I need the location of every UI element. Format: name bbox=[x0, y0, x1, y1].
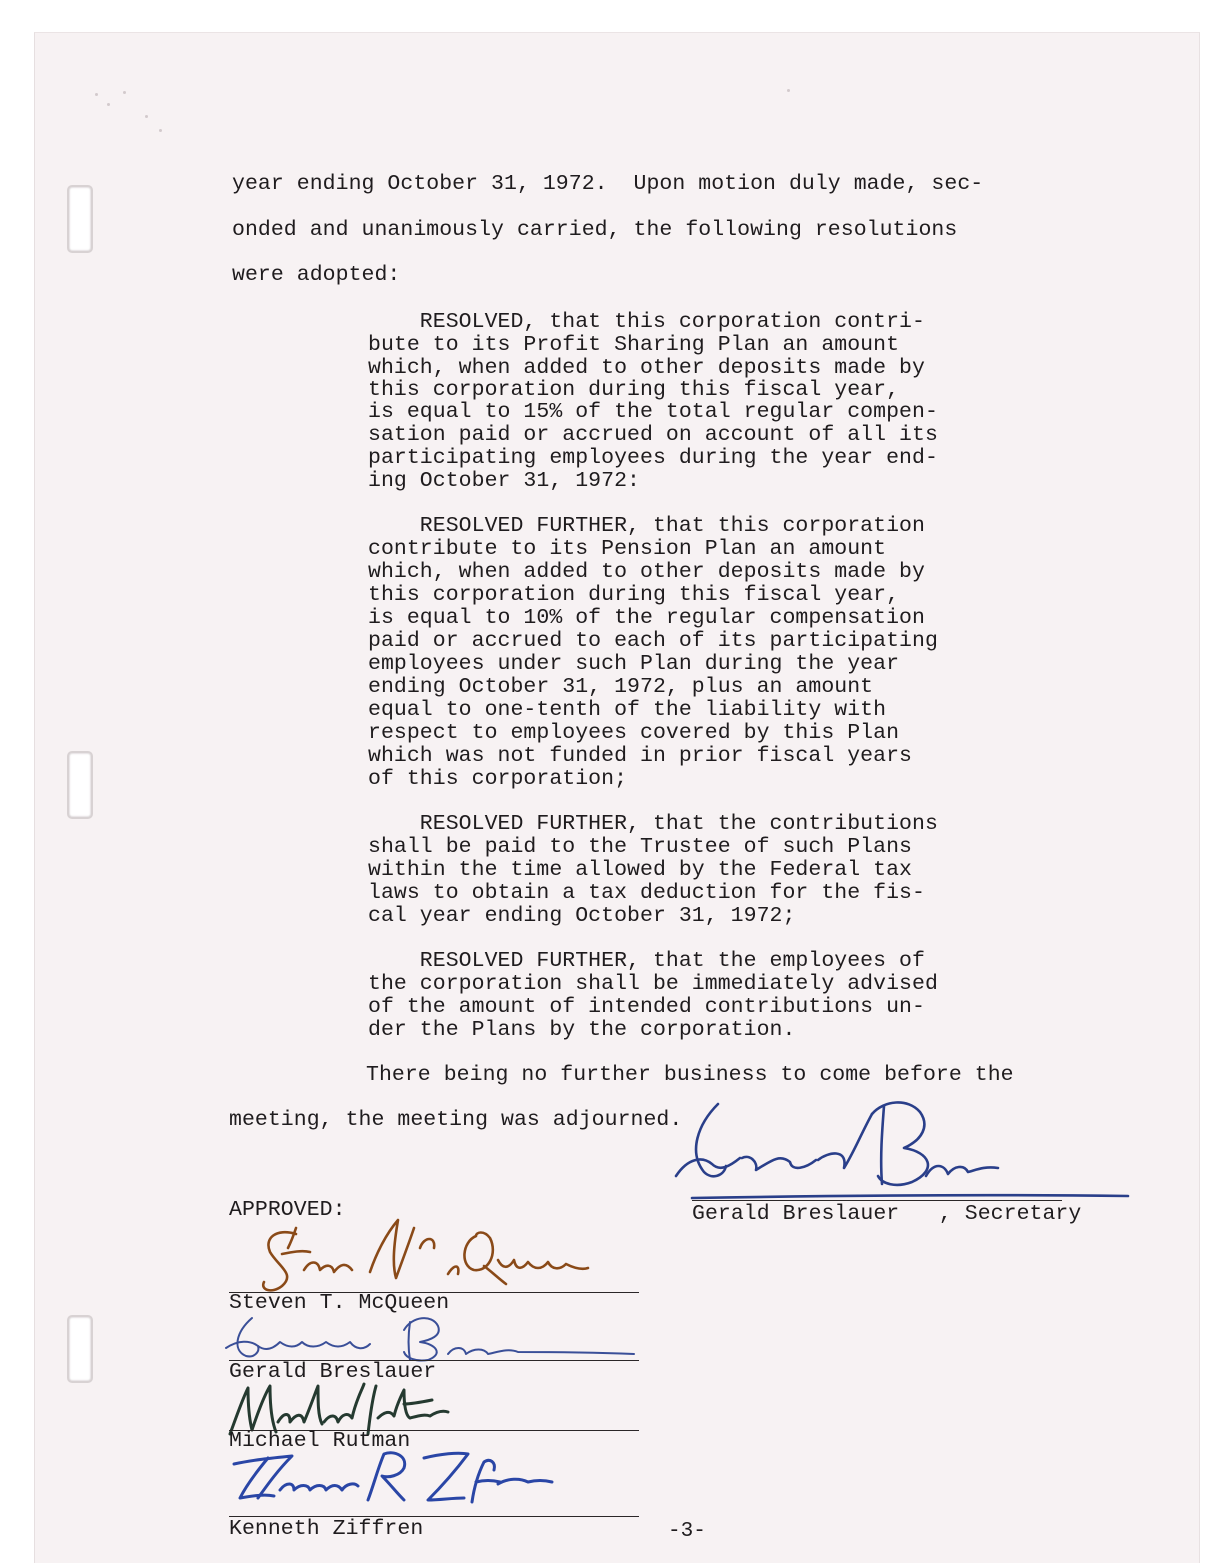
text-line: RESOLVED FURTHER, that the contributions bbox=[368, 812, 938, 836]
text-line: this corporation during this fiscal year, bbox=[368, 378, 900, 402]
paper-speck bbox=[159, 129, 162, 132]
secretary-signature bbox=[668, 1092, 1138, 1207]
text-line: is equal to 15% of the total regular compen- bbox=[368, 400, 938, 424]
text-line: meeting, the meeting was adjourned. bbox=[229, 1108, 683, 1132]
paper-speck bbox=[787, 89, 790, 92]
text-line: which was not funded in prior fiscal years bbox=[368, 744, 912, 768]
binder-hole bbox=[67, 751, 93, 819]
paper-speck bbox=[95, 93, 98, 96]
approver-name: Michael Rutman bbox=[229, 1429, 411, 1453]
text-line: sation paid or accrued on account of all its bbox=[368, 423, 938, 447]
page-number: -3- bbox=[668, 1520, 706, 1543]
text-line: RESOLVED, that this corporation contri- bbox=[368, 310, 925, 334]
text-line: onded and unanimously carried, the following resolutions bbox=[232, 218, 958, 242]
approver-name: Steven T. McQueen bbox=[229, 1291, 450, 1315]
signature-line bbox=[692, 1200, 1062, 1201]
text-line: of the amount of intended contributions un- bbox=[368, 995, 925, 1019]
text-line: the corporation shall be immediately advised bbox=[368, 972, 938, 996]
text-line: this corporation during this fiscal year, bbox=[368, 583, 900, 607]
paper-speck bbox=[145, 115, 148, 118]
text-line: within the time allowed by the Federal tax bbox=[368, 858, 912, 882]
binder-hole bbox=[67, 185, 93, 253]
paper-speck bbox=[123, 91, 126, 94]
mcqueen-signature bbox=[236, 1214, 606, 1296]
text-line: is equal to 10% of the regular compensation bbox=[368, 606, 925, 630]
text-line: which, when added to other deposits made by bbox=[368, 560, 925, 584]
text-line: paid or accrued to each of its participating bbox=[368, 629, 938, 653]
text-line: laws to obtain a tax deduction for the fis- bbox=[368, 881, 925, 905]
approver-name: Kenneth Ziffren bbox=[229, 1517, 424, 1541]
text-line: contribute to its Pension Plan an amount bbox=[368, 537, 887, 561]
text-line: bute to its Profit Sharing Plan an amount bbox=[368, 333, 900, 357]
secretary-title: , Secretary bbox=[900, 1202, 1082, 1226]
text-line: There being no further business to come before the bbox=[366, 1063, 1014, 1087]
text-line: of this corporation; bbox=[368, 767, 628, 791]
secretary-name: Gerald Breslauer bbox=[692, 1202, 900, 1226]
text-line: ending October 31, 1972, plus an amount bbox=[368, 675, 874, 699]
text-line: equal to one-tenth of the liability with bbox=[368, 698, 887, 722]
text-line: RESOLVED FURTHER, that this corporation bbox=[368, 514, 925, 538]
text-line: which, when added to other deposits made by bbox=[368, 356, 925, 380]
text-line: respect to employees covered by this Plan bbox=[368, 721, 900, 745]
text-line: ing October 31, 1972: bbox=[368, 469, 640, 493]
text-line: der the Plans by the corporation. bbox=[368, 1018, 796, 1042]
text-line: shall be paid to the Trustee of such Plans bbox=[368, 835, 912, 859]
paper-speck bbox=[107, 103, 110, 106]
text-line: employees under such Plan during the year bbox=[368, 652, 900, 676]
breslauer-signature bbox=[222, 1308, 642, 1364]
text-line: RESOLVED FURTHER, that the employees of bbox=[368, 949, 925, 973]
text-line: year ending October 31, 1972. Upon motion duly made, sec- bbox=[232, 172, 984, 196]
approver-name: Gerald Breslauer bbox=[229, 1360, 437, 1384]
ziffren-signature bbox=[228, 1444, 558, 1514]
text-line: participating employees during the year end- bbox=[368, 446, 938, 470]
approved-label: APPROVED: bbox=[229, 1198, 346, 1222]
text-line: were adopted: bbox=[232, 263, 401, 287]
text-line: cal year ending October 31, 1972; bbox=[368, 904, 796, 928]
binder-hole bbox=[67, 1315, 93, 1383]
